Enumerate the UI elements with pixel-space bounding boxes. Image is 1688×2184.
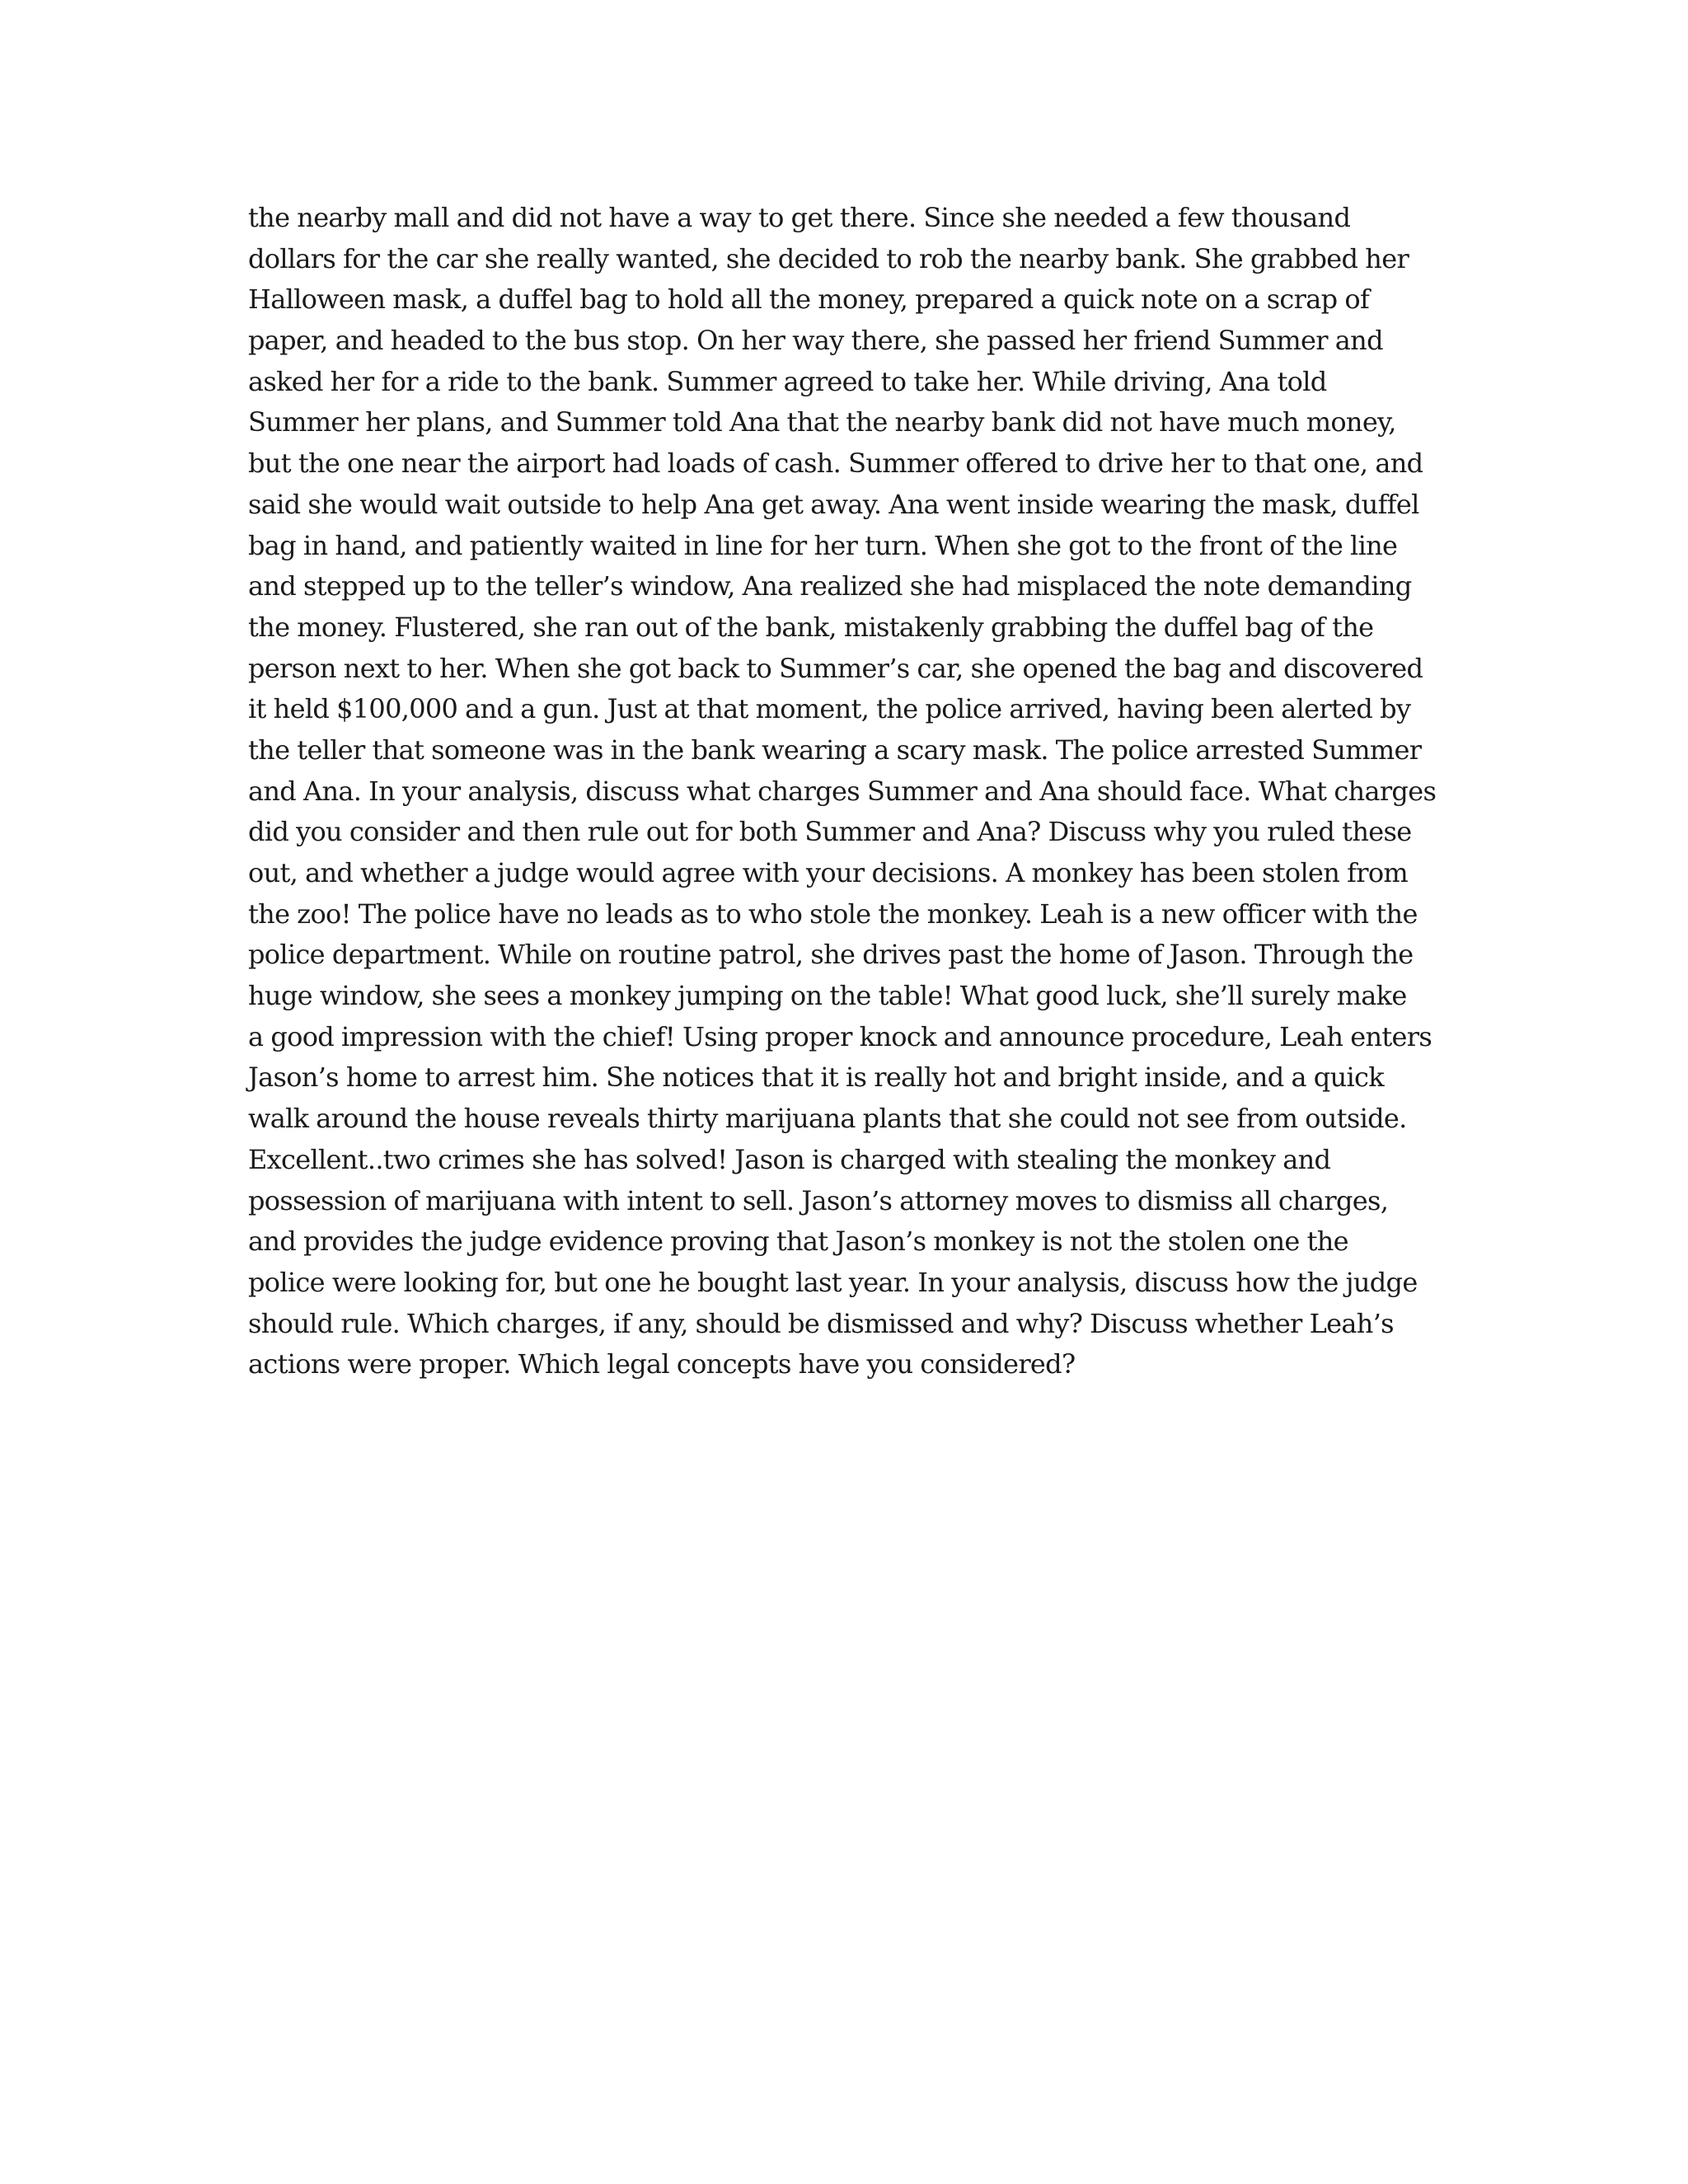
text-line-26: and provides the judge evidence proving that Jason’s monkey is not the stolen one the — [248, 1226, 1348, 1258]
text-line-15: and Ana. In your analysis, discuss what charges Summer and Ana should face. What charges — [248, 775, 1437, 807]
text-line-13: it held $100,000 and a gun. Just at that moment, the police arrived, having been alerted by — [248, 693, 1411, 725]
text-line-14: the teller that someone was in the bank wearing a scary mask. The police arrested Summer — [248, 733, 1422, 766]
text-line-25: possession of marijuana with intent to sell. Jason’s attorney moves to dismiss all charges, — [248, 1184, 1389, 1216]
text-line-18: the zoo! The police have no leads as to who stole the monkey. Leah is a new officer with the — [248, 898, 1418, 930]
text-line-1: the nearby mall and did not have a way to get there. Since she needed a few thousand — [248, 202, 1351, 233]
text-line-21: a good impression with the chief! Using proper knock and announce procedure, Leah enters — [248, 1020, 1432, 1052]
text-line-10: and stepped up to the teller’s window, Ana realized she had misplaced the note demanding — [248, 570, 1412, 602]
text-line-12: person next to her. When she got back to Summer’s car, she opened the bag and discovered — [248, 652, 1423, 684]
text-line-9: bag in hand, and patiently waited in line for her turn. When she got to the front of the line — [248, 529, 1398, 561]
text-line-6: Summer her plans, and Summer told Ana that the nearby bank did not have much money, — [248, 406, 1396, 438]
text-line-27: police were looking for, but one he bought last year. In your analysis, discuss how the judge — [248, 1266, 1418, 1298]
text-line-4: paper, and headed to the bus stop. On her way there, she passed her friend Summer and — [248, 325, 1383, 357]
text-line-24: Excellent..two crimes she has solved! Jason is charged with stealing the monkey and — [248, 1143, 1331, 1175]
text-line-2: dollars for the car she really wanted, she decided to rob the nearby bank. She grabbed her — [248, 242, 1409, 274]
text-line-16: did you consider and then rule out for both Summer and Ana? Discuss why you ruled these — [248, 816, 1412, 848]
text-line-22: Jason’s home to arrest him. She notices that it is really hot and bright inside, and a quick — [248, 1062, 1384, 1094]
text-line-29: actions were proper. Which legal concepts have you considered? — [248, 1348, 1076, 1380]
text-line-28: should rule. Which charges, if any, should be dismissed and why? Discuss whether Leah’s — [248, 1307, 1394, 1339]
text-line-11: the money. Flustered, she ran out of the bank, mistakenly grabbing the duffel bag of the — [248, 611, 1374, 643]
text-line-20: huge window, she sees a monkey jumping on the table! What good luck, she’ll surely make — [248, 980, 1407, 1012]
body-paragraph — [248, 198, 1451, 1385]
text-line-23: walk around the house reveals thirty marijuana plants that she could not see from outside. — [248, 1103, 1407, 1135]
text-line-5: asked her for a ride to the bank. Summer agreed to take her. While driving, Ana told — [248, 365, 1327, 397]
text-line-17: out, and whether a judge would agree with your decisions. A monkey has been stolen from — [248, 857, 1409, 888]
text-line-19: police department. While on routine patrol, she drives past the home of Jason. Through the — [248, 939, 1414, 971]
text-line-8: said she would wait outside to help Ana get away. Ana went inside wearing the mask, duffel — [248, 488, 1419, 520]
text-line-3: Halloween mask, a duffel bag to hold all the money, prepared a quick note on a scrap of — [248, 284, 1370, 316]
text-line-7: but the one near the airport had loads of cash. Summer offered to drive her to that one, and — [248, 448, 1423, 480]
